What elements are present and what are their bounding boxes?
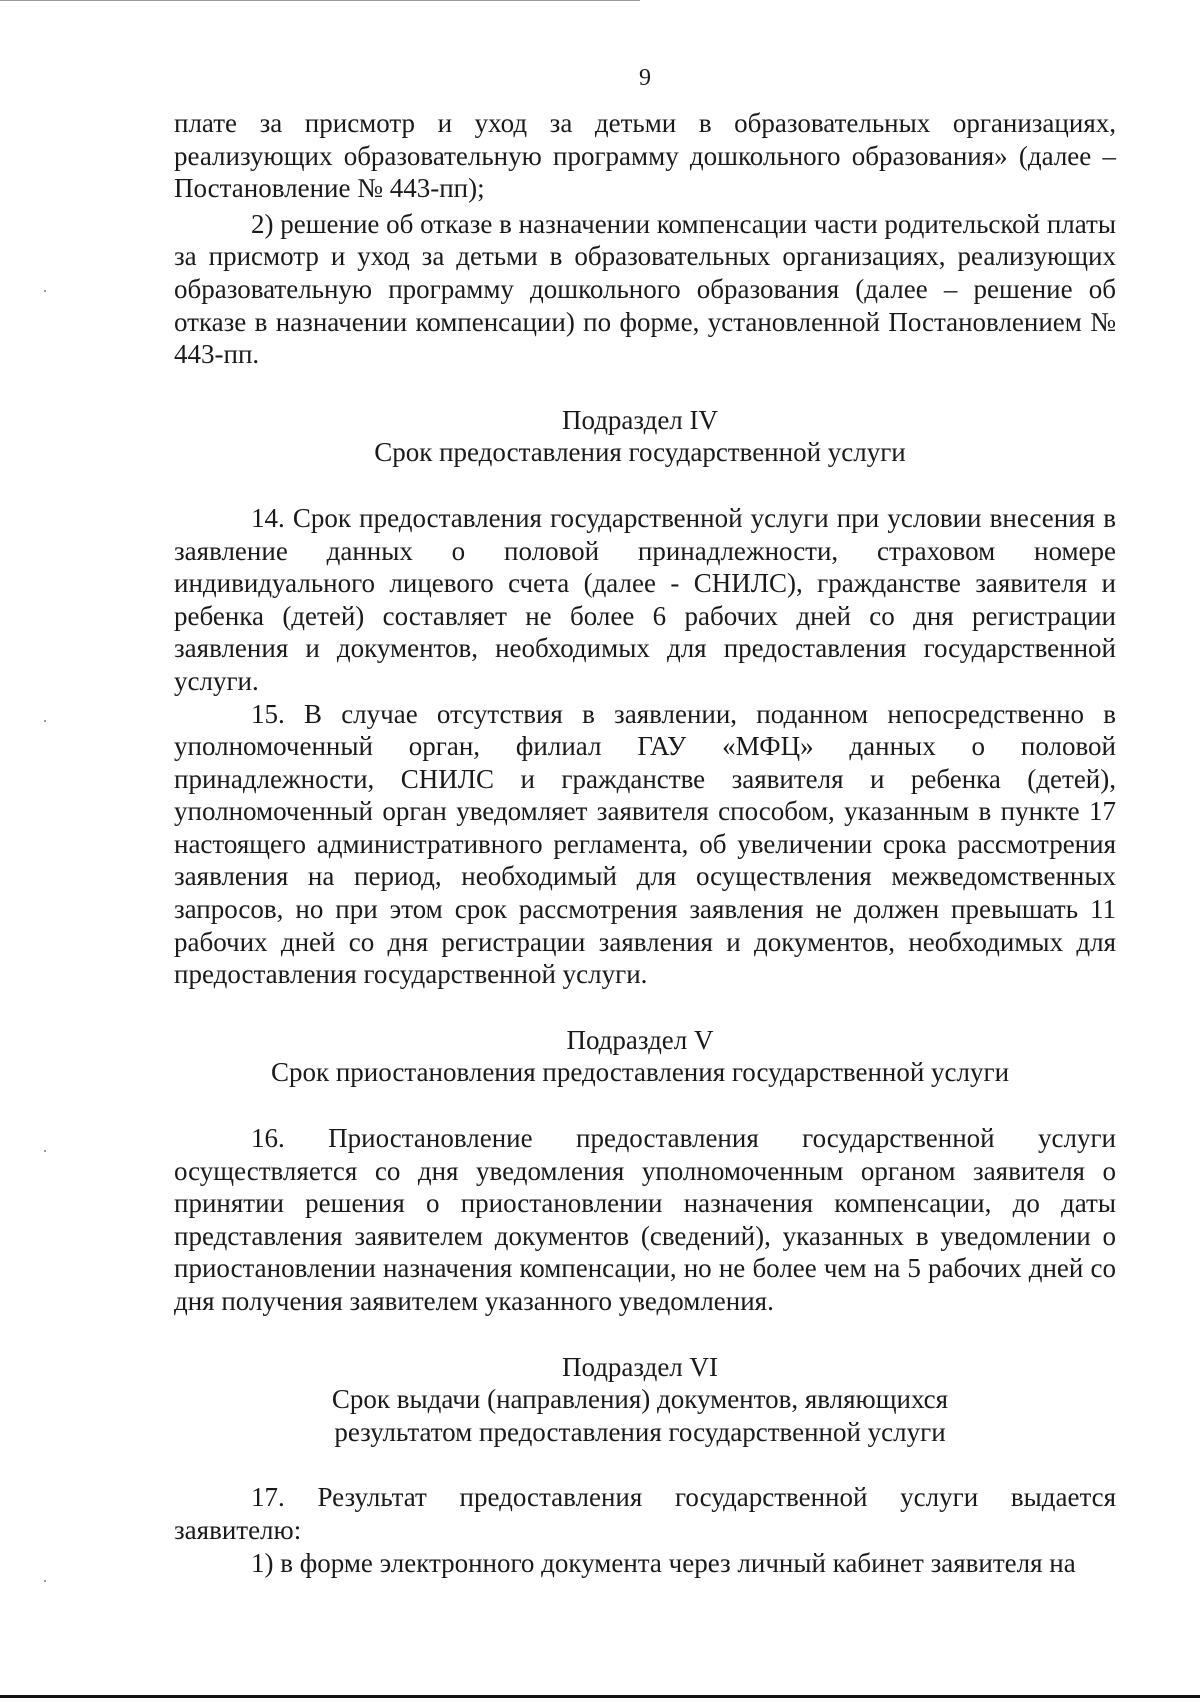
scan-speck: [44, 1150, 46, 1152]
paragraph-14: 14. Срок предоставления государственной услуги при условии внесения в заявление данных о половой принадлежности, страховом номере индивидуального лицевого счета (далее - СНИЛС), гражданстве заявителя и ребенка (детей) составляет не более 6 рабочих дней со дня регистрации заявления и документов, необходимых для предоставления государственной услуги.: [174, 502, 1116, 696]
scan-edge-top: [0, 0, 640, 1]
subsection-vi-subtitle-line-2: результатом предоставления государственной услуги: [334, 1416, 946, 1447]
paragraph-17-item-1: 1) в форме электронного документа через личный кабинет заявителя на: [251, 1547, 1076, 1578]
subsection-v-title: Подраздел V: [566, 1024, 714, 1055]
paragraph-16: 16. Приостановление предоставления государственной услуги осуществляется со дня уведомления уполномоченным органом заявителя о принятии решения о приостановлении назначения компенсации, до даты представления заявителем документов (сведений), указанных в уведомлении о приостановлении назначения компенсации, но не более чем на 5 рабочих дней со дня получения заявителем указанного уведомления.: [174, 1123, 1116, 1316]
document-body: [174, 107, 1116, 1579]
subsection-iv-subtitle: Срок предоставления государственной услуги: [374, 437, 906, 468]
scan-edge-bottom: [0, 1695, 1200, 1698]
paragraph-continuation: плате за присмотр и уход за детьми в образовательных организациях, реализующих образовательную программу дошкольного образования» (далее – Постановление № 443-пп);: [174, 108, 1116, 204]
scan-speck: [44, 720, 46, 722]
subsection-iv-title: Подраздел IV: [561, 404, 719, 435]
scan-speck: [44, 290, 46, 292]
scan-speck: [44, 1580, 46, 1582]
paragraph-item-2: 2) решение об отказе в назначении компенсации части родительской платы за присмотр и уход за детьми в образовательных организациях, реализующих образовательную программу дошкольного образования (далее – решение об отказе в назначении компенсации) по форме, установленной Постановлением № 443-пп.: [174, 208, 1116, 370]
page-number: 9: [639, 65, 651, 91]
subsection-v-subtitle: Срок приостановления предоставления государственной услуги: [270, 1057, 1010, 1088]
paragraph-15: 15. В случае отсутствия в заявлении, поданном непосредственно в уполномоченный орган, филиал ГАУ «МФЦ» данных о половой принадлежности, СНИЛС и гражданстве заявителя и ребенка (детей), уполномоченный орган уведомляет заявителя способом, указанным в пункте 17 настоящего административного регламента, об увеличении срока рассмотрения заявления на период, необходимый для осуществления межведомственных запросов, но при этом срок рассмотрения заявления не должен превышать 11 рабочих дней со дня регистрации заявления и документов, необходимых для предоставления государственной услуги.: [174, 698, 1116, 990]
paragraph-17: 17. Результат предоставления государственной услуги выдается заявителю:: [174, 1482, 1116, 1545]
subsection-vi-title: Подраздел VI: [561, 1351, 719, 1382]
subsection-vi-subtitle-line-1: Срок выдачи (направления) документов, являющихся: [331, 1384, 949, 1415]
